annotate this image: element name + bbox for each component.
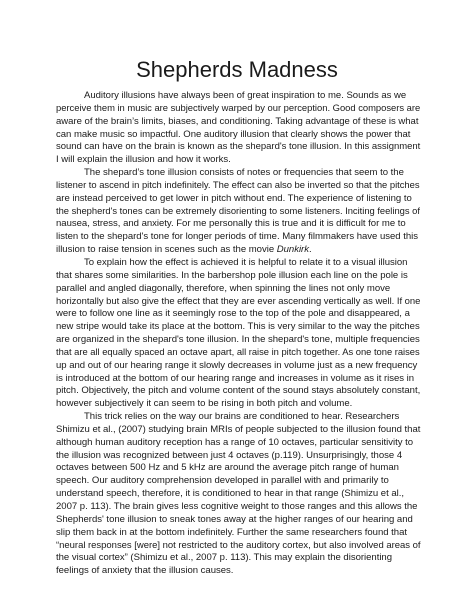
paragraph-2 — [56, 167, 420, 257]
text-line: listener to ascend in pitch indefinitely. The effect can also be inverted so that the pitches — [56, 179, 420, 191]
text-line: although human auditory reception has a range of 10 octaves, particular sensitivity to — [56, 436, 414, 448]
document-title: Shepherds Madness — [136, 57, 338, 82]
text-line: understand speech, therefore, it is conditioned to hear in that range (Shimizu et al., — [56, 488, 405, 500]
text-line: however subjectively it can seem to be rising in both pitch and volume. — [56, 398, 353, 410]
text-line: Auditory illusions have always been of great inspiration to me. Sounds as we — [84, 90, 407, 101]
text-line: This trick relies on the way our brains are conditioned to hear. Researchers — [84, 411, 400, 423]
text-line: that shares some similarities. In the barbershop pole illusion each line on the pole is — [56, 269, 408, 281]
movie-title-emphasis: Dunkirk — [276, 244, 309, 256]
text-line: the shepherd's tones can be extremely disorienting to some listeners. Inciting feelings of — [56, 205, 420, 217]
text-line: that are all equally spaced an octave apart, all raise in pitch together. As one tone raises — [56, 346, 420, 358]
text-line: up and out of our hearing range it slowly decreases in volume just as a new frequency — [56, 359, 418, 371]
text-line: Shepherds' tone illusion to sneak tones away at the higher ranges of our hearing and — [56, 513, 413, 525]
text-line: 2007 p. 113). The brain gives less cognitive weight to those ranges and this allows the — [56, 501, 418, 512]
text-line: are instead perceived to get lower in pitch without end. The experience of listening to — [56, 192, 412, 204]
text-line: perceive them in music are subjectively warped by our perception. Good composers are — [56, 102, 421, 114]
text-line: slip them back in at the bottom indefinitely. Further the same researchers found that — [56, 526, 408, 538]
paragraph-1 — [56, 90, 420, 167]
text-line: the illusion was recognized between just 4 octaves (p.119). Unsurprisingly, those 4 — [56, 449, 403, 461]
text-line: I will explain the illusion and how it works. — [56, 154, 231, 166]
text-line: can make music so impactful. One auditory illusion that clearly shows the power that — [56, 128, 411, 140]
text-line: parallel and angled diagonally, therefore, when spinning the lines not only move — [56, 282, 391, 294]
text-line: is introduced at the bottom of our hearing range and increases in volume as it rises in — [56, 372, 415, 384]
text-line: new stripe would take its place at the bottom. This is very similar to the way the pitches — [56, 321, 420, 333]
text-line: listen to the shepard's tone for longer periods of time. Many filmmakers have used this — [56, 231, 418, 243]
text-segment: . — [308, 244, 312, 256]
text-line: To explain how the effect is achieved it is helpful to relate it to a visual illusion — [84, 256, 408, 268]
text-line: aware of the brain’s limits, biases, and conditioning. Taking advantage of these is what — [56, 115, 419, 127]
text-line: Shimizu et al., (2007) studying brain MRIs of people subjected to the illusion found that — [56, 423, 421, 435]
paragraph-3 — [56, 257, 420, 411]
document-body — [56, 90, 420, 578]
text-line: horizontally but also give the effect that they are ever ascending vertically as well. If one — [56, 295, 421, 307]
text-line: sound can have on the brain is known as the shepard's tone illusion. In this assignment — [56, 141, 421, 153]
text-line: are organized in the shepard's tone illusion. In the shepard's tone, multiple frequencies — [56, 334, 420, 346]
text-line: speech. Our auditory comprehension developed in parallel with and primarily to — [56, 475, 389, 487]
text-line: pitch. Objectively, the pitch and volume content of the sound stays absolutely constant, — [56, 385, 421, 397]
text-segment: illusion to raise tension in scenes such as the movie — [56, 244, 277, 256]
text-line: the visual cortex” (Shimizu et al., 2007 p. 113). This may explain the disorienting — [56, 552, 393, 564]
paragraph-4 — [56, 411, 420, 578]
text-line: were to follow one line as it seemingly rose to the top of the pole and disappeared, a — [56, 308, 410, 320]
text-line: feelings of anxiety that the illusion causes. — [56, 565, 234, 577]
text-line: “neural responses [were] not restricted to the auditory cortex, but also involved areas of — [56, 539, 421, 551]
text-line: octaves between 500 Hz and 5 kHz are around the average pitch range of human — [56, 462, 399, 474]
text-line: The shepard’s tone illusion consists of notes or frequencies that seem to the — [84, 167, 404, 179]
text-line: nausea, stress, and anxiety. For me personally this is true and it is difficult for me to — [56, 218, 406, 230]
text-line-with-emphasis — [56, 244, 312, 257]
